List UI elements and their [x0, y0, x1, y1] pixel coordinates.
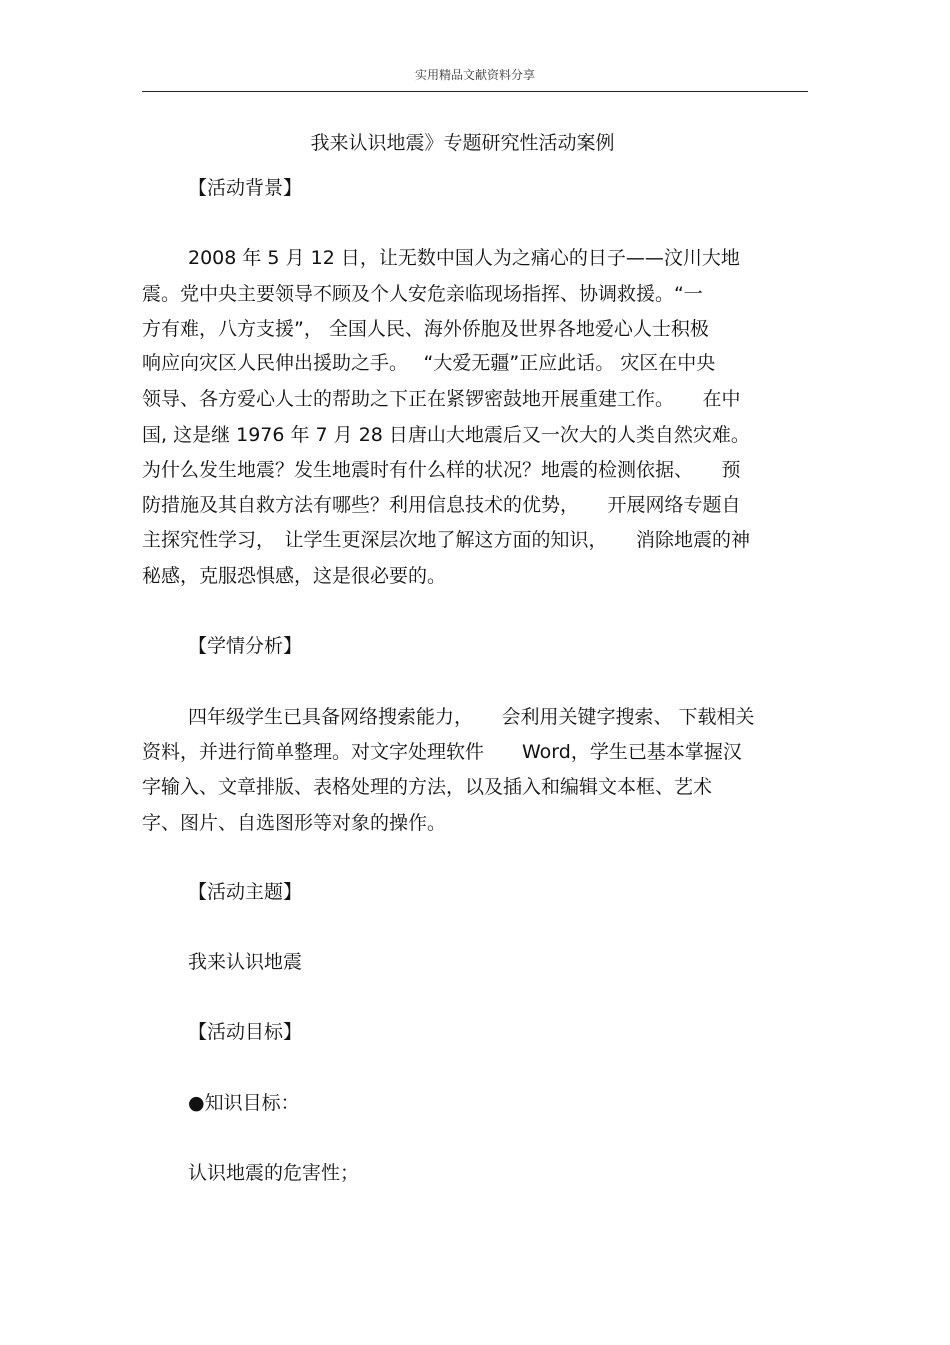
paragraph-line: 震。党中央主要领导不顾及个人安危亲临现场指挥、协调救援。“一: [142, 283, 703, 305]
paragraph-line: 秘感，克服恐惧感，这是很必要的。: [142, 565, 447, 587]
paragraph-line: 为什么发生地震？发生地震时有什么样的状况？地震的检测依据、 预: [142, 459, 741, 481]
section-heading-goals: 【活动目标】: [188, 1021, 303, 1043]
paragraph-line: 防措施及其自救方法有哪些？利用信息技术的优势， 开展网络专题自: [142, 494, 741, 516]
knowledge-goal-label: ●知识目标：: [188, 1092, 300, 1114]
paragraph-line: 字输入、文章排版、表格处理的方法，以及插入和编辑文本框、艺术: [142, 776, 713, 798]
document-title: 我来认识地震》专题研究性活动案例: [310, 132, 615, 154]
paragraph-line: 方有难，八方支援”， 全国人民、海外侨胞及世界各地爱心人士积极: [142, 318, 709, 340]
section-heading-theme: 【活动主题】: [188, 881, 303, 903]
paragraph-line: 字、图片、自选图形等对象的操作。: [142, 812, 447, 834]
paragraph-line: 响应向灾区人民伸出援助之手。 “大爱无疆”正应此话。 灾区在中央: [142, 352, 716, 374]
paragraph-line: 领导、各方爱心人士的帮助之下正在紧锣密鼓地开展重建工作。 在中: [142, 388, 741, 410]
theme-text: 我来认识地震: [188, 951, 303, 973]
header-divider: [142, 91, 808, 92]
paragraph-line: 主探究性学习， 让学生更深层次地了解这方面的知识， 消除地震的神: [142, 529, 751, 551]
paragraph-line: 四年级学生已具备网络搜索能力， 会利用关键字搜索、 下载相关: [188, 706, 755, 728]
paragraph-line: 2008 年 5 月 12 日，让无数中国人为之痛心的日子——汶川大地: [188, 247, 740, 269]
paragraph-line: 资料，并进行简单整理。对文字处理软件 Word，学生已基本掌握汉: [142, 741, 742, 763]
paragraph-line: 国, 这是继 1976 年 7 月 28 日唐山大地震后又一次大的人类自然灾难。: [142, 424, 750, 446]
section-heading-analysis: 【学情分析】: [188, 635, 303, 657]
knowledge-goal-item: 认识地震的危害性；: [188, 1162, 360, 1184]
section-heading-background: 【活动背景】: [188, 177, 303, 199]
page-header: 实用精品文献资料分享: [414, 68, 535, 82]
